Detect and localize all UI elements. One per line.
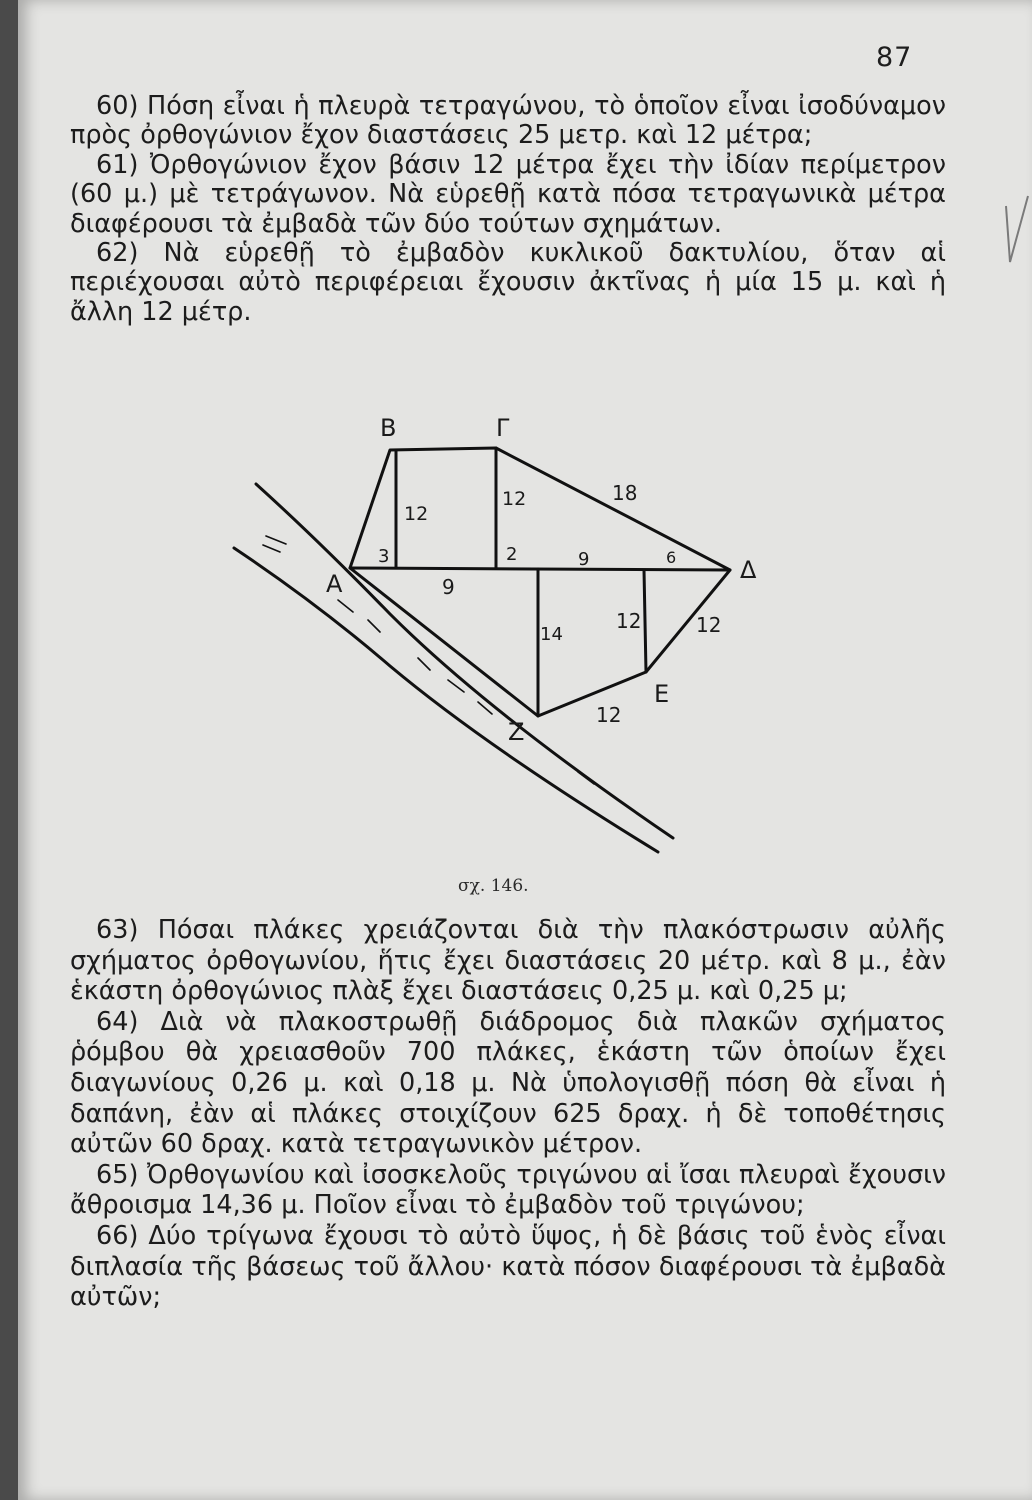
- problem-66: [70, 1221, 946, 1313]
- measure-ze-side: 12: [596, 703, 622, 727]
- figure-146: [18, 0, 1032, 880]
- measure-z-height: 14: [540, 624, 563, 645]
- figure-caption: σχ. 146.: [458, 876, 529, 896]
- problem-64: [70, 1007, 946, 1160]
- problem-label: 65): [96, 1159, 139, 1190]
- problem-text: Ὀρθογώνιον ἔχον βάσιν 12 μέτρα ἔχει τὴν ἰδίαν περίμετρον (60 μ.) μὲ τετράγωνον. Νὰ εὑρεθῇ κατὰ πόσα τετραγωνικὰ μέτρα διαφέρουσι τὰ ἐμβαδὰ τῶν δύο τούτων σχημάτων.: [70, 149, 946, 239]
- problem-text: Πόσαι πλάκες χρειάζονται διὰ τὴν πλακόστρωσιν αὐλῆς σχήματος ὀρθογωνίου, ἥτις ἔχει διαστάσεις 20 μέτρ. καὶ 8 μ., ἐὰν ἑκάστη ὀρθογώνιος πλὰξ ἔχει διαστάσεις 0,25 μ. καὶ 0,25 μ;: [70, 915, 947, 1007]
- problem-label: 66): [96, 1220, 139, 1251]
- problem-text: Ὀρθογωνίου καὶ ἰσοσκελοῦς τριγώνου αἱ ἴσαι πλευραὶ ἔχουσιν ἄθροισμα 14,36 μ. Ποῖον εἶναι τὸ ἐμβαδὸν τοῦ τριγώνου;: [70, 1159, 946, 1221]
- problem-text: Πόση εἶναι ἡ πλευρὰ τετραγώνου, τὸ ὁποῖον εἶναι ἰσοδύναμον πρὸς ὀρθογώνιον ἔχον διαστάσεις 25 μετρ. καὶ 12 μέτρα;: [70, 91, 946, 151]
- problem-text: Νὰ εὑρεθῇ τὸ ἐμβαδὸν κυκλικοῦ δακτυλίου, ὅταν αἱ περιέχουσαι αὐτὸ περιφέρειαι ἔχουσιν ἀκτῖνας ἡ μία 15 μ. καὶ ἡ ἄλλη 12 μέτρ.: [70, 238, 946, 327]
- measure-seg-6: 6: [666, 548, 677, 567]
- problem-text: Διὰ νὰ πλακοστρωθῇ διάδρομος διὰ πλακῶν σχήματος ῥόμβου θὰ χρειασθοῦν 700 πλάκες, ἑκάστη τῶν ὁποίων ἔχει διαγωνίους 0,26 μ. καὶ 0,18 μ. Νὰ ὑπολογισθῇ πόση θὰ εἶναι ἡ δαπάνη, ἐὰν αἱ πλάκες στοιχίζουν 625 δραχ. ἡ δὲ τοποθέτησις αὐτῶν 60 δραχ. κατὰ τετραγωνικὸν μέτρον.: [70, 1006, 946, 1160]
- base-line-ad: [350, 568, 730, 570]
- vertex-d: Δ: [740, 556, 757, 584]
- measure-e-height: 12: [616, 609, 642, 633]
- height-e: [644, 570, 646, 672]
- vertex-g: Γ: [496, 414, 510, 442]
- book-page: [18, 0, 1032, 1500]
- measure-mid-seg: 2: [506, 544, 518, 565]
- problem-label: 63): [96, 915, 139, 945]
- problem-label: 61): [96, 149, 139, 180]
- measure-gd-side: 18: [612, 481, 638, 505]
- measure-seg-9-bottom: 9: [442, 575, 455, 599]
- problem-63: [70, 915, 946, 1007]
- problem-label: 60): [96, 91, 139, 121]
- page-number: 87: [876, 42, 913, 73]
- measure-bg-height: 12: [502, 488, 527, 510]
- polygon-outline: [350, 448, 730, 716]
- vertex-b: B: [380, 414, 397, 442]
- measure-ab-height: 12: [404, 503, 429, 525]
- road-edge-upper: [256, 484, 673, 838]
- vertex-a: A: [326, 570, 343, 598]
- measure-de-side: 12: [696, 613, 722, 637]
- measure-left-seg: 3: [378, 546, 390, 567]
- problem-65: [70, 1160, 946, 1221]
- problem-label: 62): [96, 238, 139, 269]
- problem-label: 64): [96, 1006, 139, 1037]
- measure-seg-9-top: 9: [578, 549, 590, 570]
- vertex-z: Z: [508, 718, 525, 746]
- problems-bottom: [70, 915, 946, 1313]
- vertex-e: E: [654, 680, 670, 708]
- problem-text: Δύο τρίγωνα ἔχουσι τὸ αὐτὸ ὕψος, ἡ δὲ βάσις τοῦ ἑνὸς εἶναι διπλασία τῆς βάσεως τοῦ ἄλλου· κατὰ πόσον διαφέρουσι τὰ ἐμβαδὰ αὐτῶν;: [70, 1220, 946, 1313]
